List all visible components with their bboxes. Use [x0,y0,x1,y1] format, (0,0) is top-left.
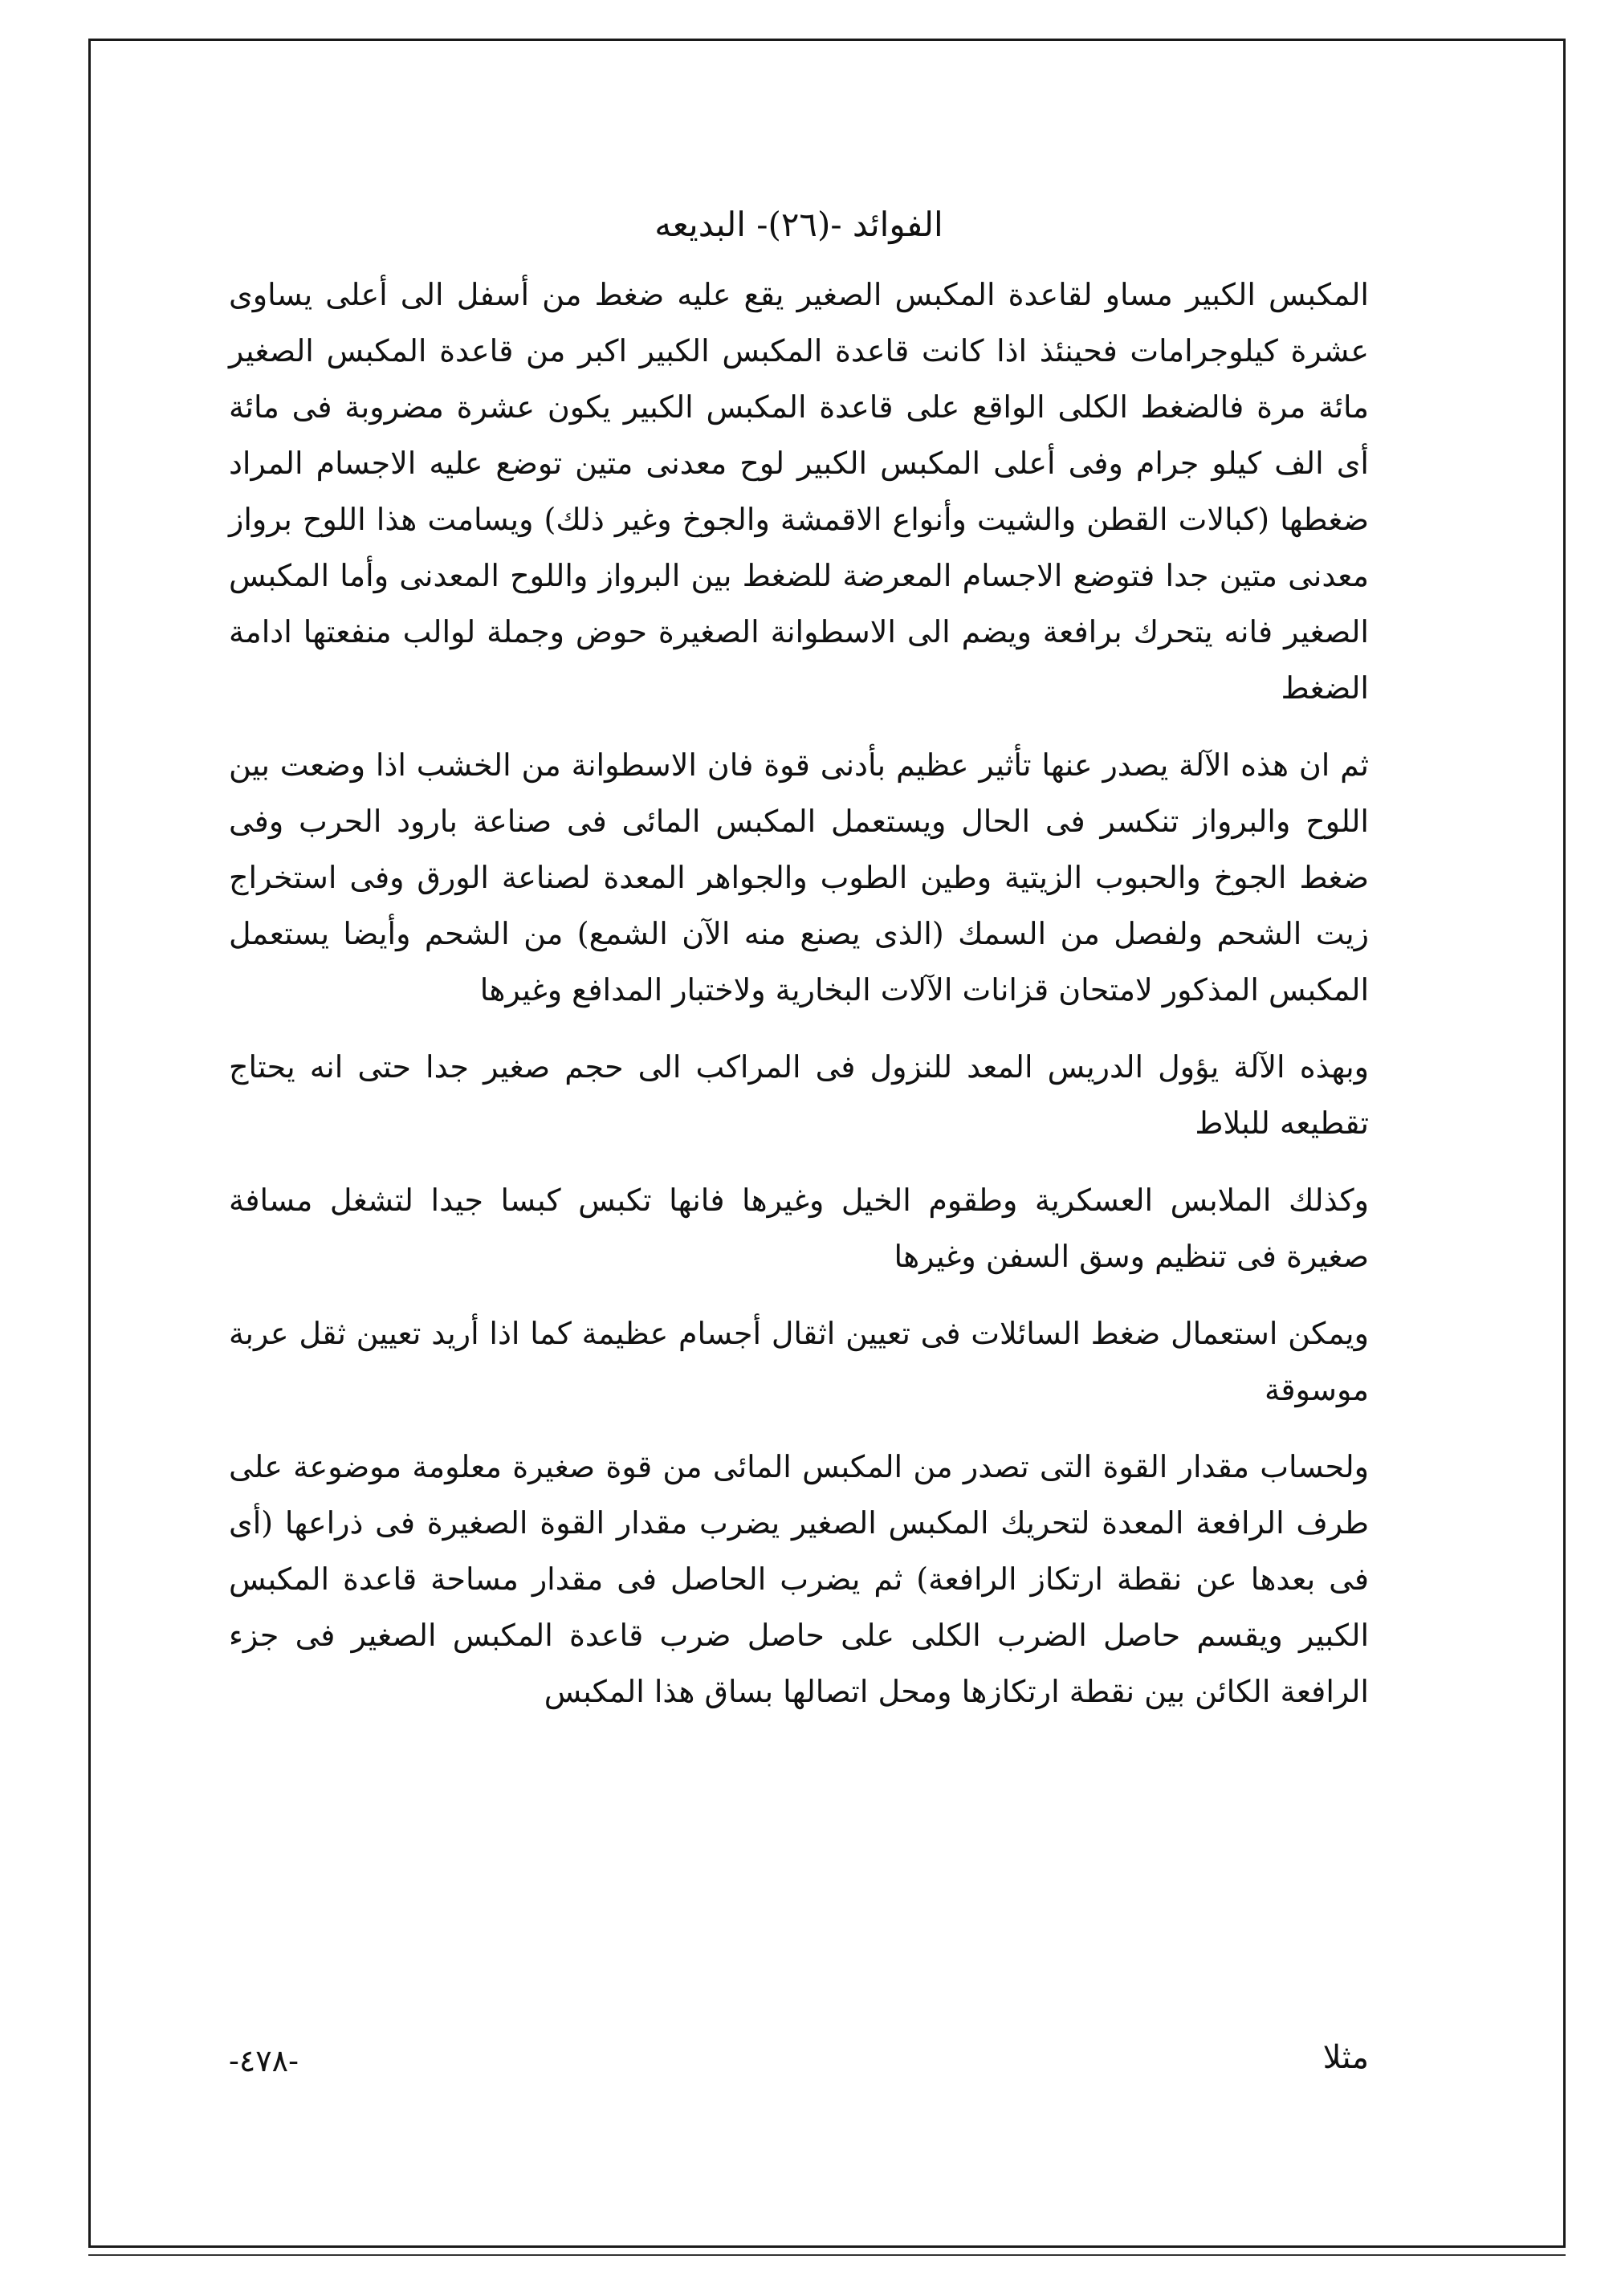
paragraph-5: ويمكن استعمال ضغط السائلات فى تعيين اثقال أجسام عظيمة كما اذا أريد تعيين ثقل عربة موسوقة [229,1316,1369,1407]
running-title: الفوائد -(٢٦)- البديعه [654,205,943,244]
paragraph-1: المكبس الكبير مساو لقاعدة المكبس الصغير يقع عليه ضغط من أسفل الى أعلى يساوى عشرة كيلوجرامات فحينئذ اذا كانت قاعدة المكبس الكبير اكبر من قاعدة المكبس الصغير مائة مرة فالضغط الكلى الواقع على قاعدة المكبس الكبير يكون عشرة مضروبة فى مائة أى الف كيلو جرام وفى أعلى المكبس الكبير لوح معدنى متين توضع عليه الاجسام المراد ضغطها (كبالات القطن والشيت وأنواع الاقمشة والجوخ وغير ذلك) ويسامت هذا اللوح برواز معدنى متين جدا فتوضع الاجسام المعرضة للضغط بين البرواز واللوح المعدنى وأما المكبس الصغير فانه يتحرك برافعة ويضم الى الاسطوانة الصغيرة حوض وجملة لوالب منفعتها ادامة الضغط [229,277,1369,706]
page-footer [229,2039,1369,2091]
paragraph-3: وبهذه الآلة يؤول الدريس المعد للنزول فى المراكب الى حجم صغير جدا حتى انه يحتاج تقطيعه للبلاط [229,1049,1369,1141]
page-body [229,201,1369,1740]
paragraph-2: ثم ان هذه الآلة يصدر عنها تأثير عظيم بأدنى قوة فان الاسطوانة من الخشب اذا وضعت بين اللوح والبرواز تنكسر فى الحال ويستعمل المكبس المائى فى صناعة بارود الحرب وفى ضغط الجوخ والحبوب الزيتية وطين الطوب والجواهر المعدة لصناعة الورق وفى استخراج زيت الشحم ولفصل من السمك (الذى يصنع منه الآن الشمع) من الشحم وأيضا يستعمل المكبس المذكور لامتحان قزانات الآلات البخارية ولاختبار المدافع وغيرها [229,747,1369,1008]
page-number: -٤٧٨- [229,2043,299,2078]
catchword: مثلا [1322,2039,1369,2076]
paragraph-4: وكذلك الملابس العسكرية وطقوم الخيل وغيرها فانها تكبس كبسا جيدا لتشغل مسافة صغيرة فى تنظيم وسق السفن وغيرها [229,1183,1369,1274]
page-border-bottom-rule [88,2254,1566,2256]
paragraph-6: ولحساب مقدار القوة التى تصدر من المكبس المائى من قوة صغيرة معلومة موضوعة على طرف الرافعة المعدة لتحريك المكبس الصغير يضرب مقدار القوة الصغيرة فى ذراعها (أى فى بعدها عن نقطة ارتكاز الرافعة) ثم يضرب الحاصل فى مقدار مساحة قاعدة المكبس الكبير ويقسم حاصل الضرب الكلى على حاصل ضرب قاعدة المكبس الصغير فى جزء الرافعة الكائن بين نقطة ارتكازها ومحل اتصالها بساق هذا المكبس [229,1449,1369,1709]
